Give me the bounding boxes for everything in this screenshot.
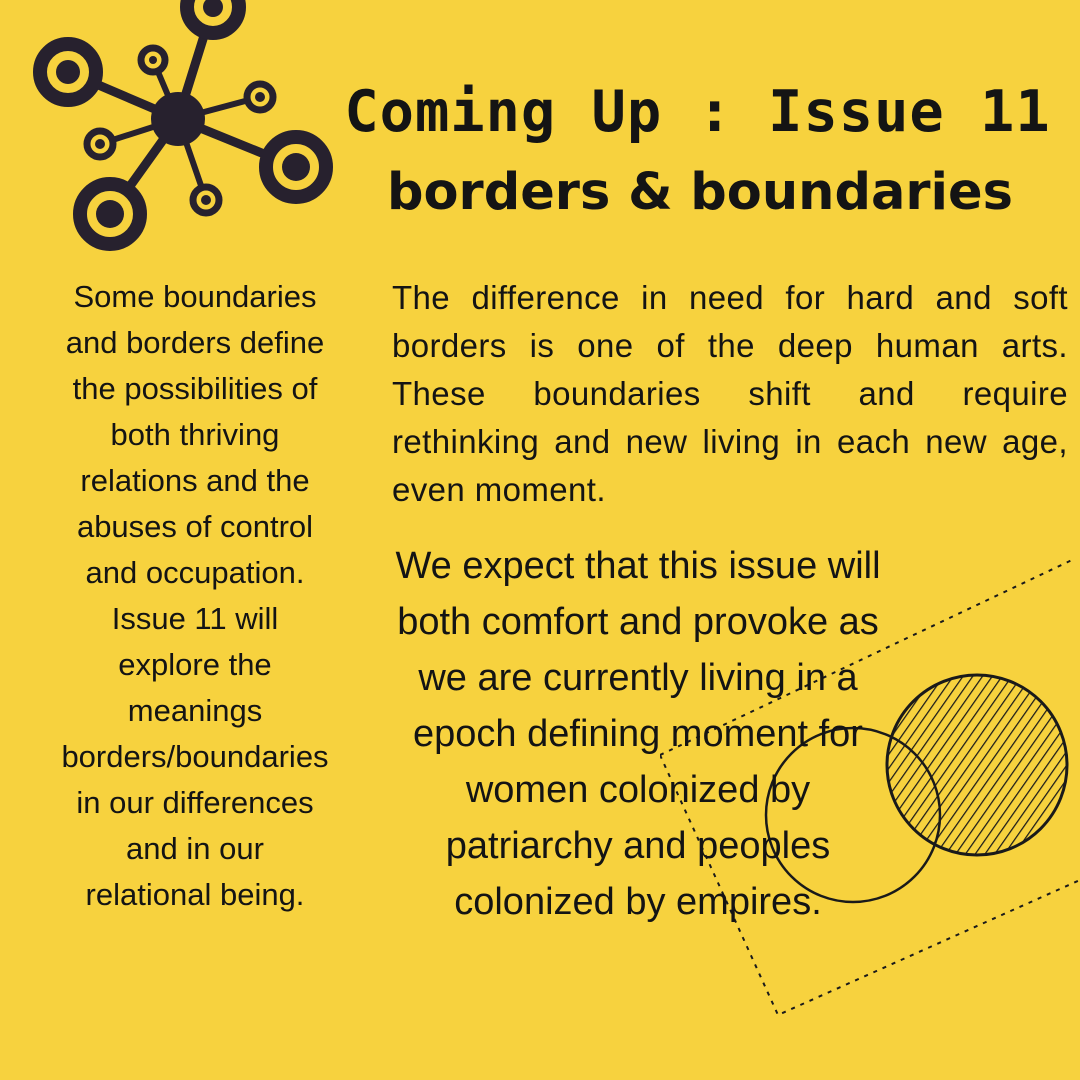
page-title: Coming Up : Issue 11 [344, 79, 1051, 145]
page-subtitle: borders & boundaries [387, 163, 1013, 222]
network-logo-icon [28, 0, 338, 257]
hatched-circle-decoration [887, 675, 1067, 855]
expectation-paragraph: We expect that this issue will both comfort and provoke as we are currently living in a epoch defining moment for women colonized by patriarchy and peoples colonized by empires. [395, 545, 881, 923]
intro-paragraph: The difference in need for hard and soft borders is one of the deep human arts. These boundaries shift and require rethinking and new living in each new age, even moment. [392, 279, 1068, 508]
left-column-text: Some boundaries and borders define the possibilities of both thriving relations and the abuses of control and occupation. Issue 11 will explore the meanings borders/boundaries in our differences and in our relational being. [61, 279, 329, 912]
